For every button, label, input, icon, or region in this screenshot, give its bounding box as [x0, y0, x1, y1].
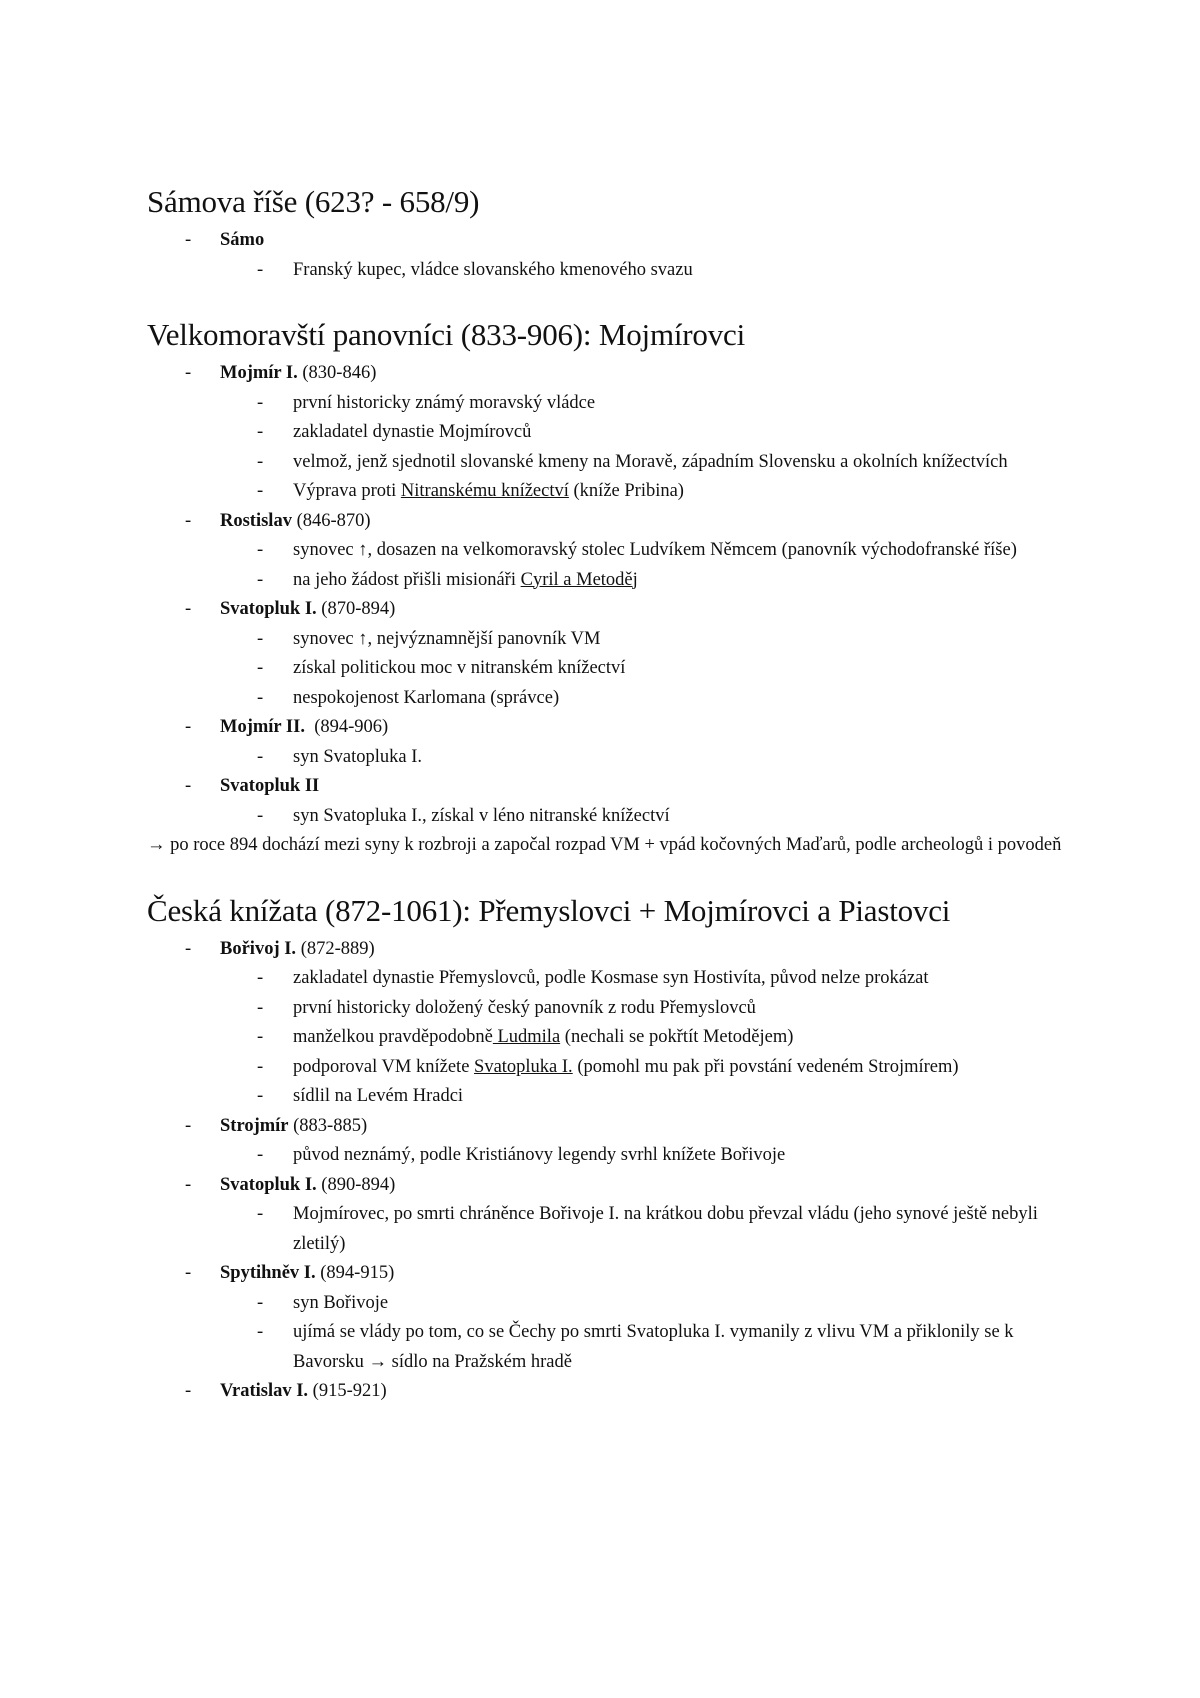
list-item: - sídlil na Levém Hradci	[147, 1082, 1067, 1112]
section-heading: Česká knížata (872-1061): Přemyslovci + Mojmírovci a Piastovci	[147, 892, 951, 928]
ludmila-link[interactable]: Ludmila	[492, 1027, 561, 1047]
list-item: - nespokojenost Karlomana (správce)	[147, 684, 1067, 714]
ruler-name: Bořivoj I.	[220, 938, 297, 959]
ruler-years: (915-921)	[308, 1381, 387, 1401]
ruler-years: (830-846)	[297, 363, 377, 383]
list-item	[147, 566, 1067, 596]
ruler-item	[147, 226, 1067, 285]
list-item: - Mojmírovec, po smrti chráněnce Bořivoje I. na krátkou dobu převzal vládu (jeho synové ještě nebyli zletilý)	[147, 1200, 1067, 1259]
ruler-item	[147, 1171, 1067, 1260]
ruler-years: (894-906)	[304, 717, 389, 737]
list-item: - první historicky známý moravský vládce	[147, 389, 1067, 419]
section-samo	[147, 182, 1067, 285]
ruler-years: (890-894)	[316, 1174, 396, 1195]
ruler-years: (883-885)	[288, 1115, 368, 1136]
ruler-item	[147, 595, 1067, 713]
text: Výprava proti	[293, 481, 401, 501]
ruler-item	[147, 507, 1067, 596]
ruler-item	[147, 935, 1067, 1112]
ruler-item	[147, 772, 1067, 831]
list-item: - ujímá se vlády po tom, co se Čechy po smrti Svatopluka I. vymanily z vlivu VM a přiklonily se k Bavorsku → sídlo na Pražském hradě	[147, 1318, 1067, 1377]
ruler-years: (872-889)	[296, 938, 375, 959]
text: (nechali se pokřtít Metodějem)	[560, 1027, 794, 1047]
ruler-name: Strojmír	[220, 1115, 289, 1136]
section-velkomorava	[147, 315, 1067, 861]
text: (pomohl mu pak při povstání vedeném Strojmírem)	[572, 1056, 959, 1077]
ruler-item	[147, 1112, 1067, 1171]
section-heading: Velkomoravští panovníci (833-906): Mojmírovci	[147, 317, 745, 352]
ruler-name: Mojmír I.	[220, 363, 298, 383]
text: podporoval VM knížete	[293, 1056, 475, 1077]
ruler-years: (894-915)	[315, 1263, 395, 1283]
ruler-item	[147, 359, 1067, 507]
ruler-name: Svatopluk I.	[220, 1174, 317, 1195]
text: na jeho žádost přišli misionáři	[293, 569, 521, 590]
list-item: - původ neznámý, podle Kristiánovy legendy svrhl knížete Bořivoje	[147, 1141, 1067, 1171]
list-item: - synovec ↑, nejvýznamnější panovník VM	[147, 625, 1067, 655]
section-ceska-knizata	[147, 891, 1067, 1407]
list-item: - Franský kupec, vládce slovanského kmenového svazu	[147, 256, 1067, 286]
list-item: - získal politickou moc v nitranském knížectví	[147, 654, 1067, 684]
text: (kníže Pribina)	[568, 481, 684, 501]
summary-note: → po roce 894 dochází mezi syny k rozbroji a započal rozpad VM + vpád kočovných Maďarů, podle archeologů i povodeň	[147, 835, 1062, 855]
section-heading: Sámova říše (623? - 658/9)	[147, 184, 480, 219]
ruler-list	[147, 226, 1067, 285]
list-item: - syn Svatopluka I., získal v léno nitranské knížectví	[147, 802, 1067, 832]
svatopluk-link[interactable]: Svatopluka I.	[474, 1056, 573, 1077]
ruler-years: (846-870)	[291, 510, 371, 531]
document-content	[147, 182, 1067, 1437]
ruler-name: Svatopluk I.	[220, 599, 317, 619]
ruler-name: Svatopluk II	[220, 776, 320, 796]
list-item: - zakladatel dynastie Mojmírovců	[147, 418, 1067, 448]
ruler-name: Mojmír II.	[220, 717, 305, 737]
ruler-list	[147, 359, 1067, 831]
list-item	[147, 477, 1067, 507]
list-item: - velmož, jenž sjednotil slovanské kmeny na Moravě, západním Slovensku a okolních knížectvích	[147, 448, 1067, 478]
list-item: - synovec ↑, dosazen na velkomoravský stolec Ludvíkem Němcem (panovník východofranské říše)	[147, 536, 1067, 566]
list-item	[147, 1023, 1067, 1053]
ruler-name: Vratislav I.	[220, 1381, 309, 1401]
ruler-item	[147, 1377, 1067, 1407]
ruler-list	[147, 935, 1067, 1407]
list-item: - syn Bořivoje	[147, 1289, 1067, 1319]
list-item: - syn Svatopluka I.	[147, 743, 1067, 773]
ruler-name: Rostislav	[220, 510, 292, 531]
list-item: - první historicky doložený český panovník z rodu Přemyslovců	[147, 994, 1067, 1024]
nitra-link[interactable]: Nitranskému knížectví	[400, 481, 569, 501]
cyril-metodej-link[interactable]: Cyril a Metoděj	[520, 569, 638, 590]
ruler-item	[147, 713, 1067, 772]
ruler-name: Spytihněv I.	[220, 1263, 316, 1283]
ruler-years: (870-894)	[316, 599, 396, 619]
ruler-item	[147, 1259, 1067, 1377]
ruler-name: Sámo	[220, 230, 265, 250]
list-item: - zakladatel dynastie Přemyslovců, podle Kosmase syn Hostivíta, původ nelze prokázat	[147, 964, 1067, 994]
list-item	[147, 1053, 1067, 1083]
text: manželkou pravděpodobně	[293, 1027, 493, 1047]
